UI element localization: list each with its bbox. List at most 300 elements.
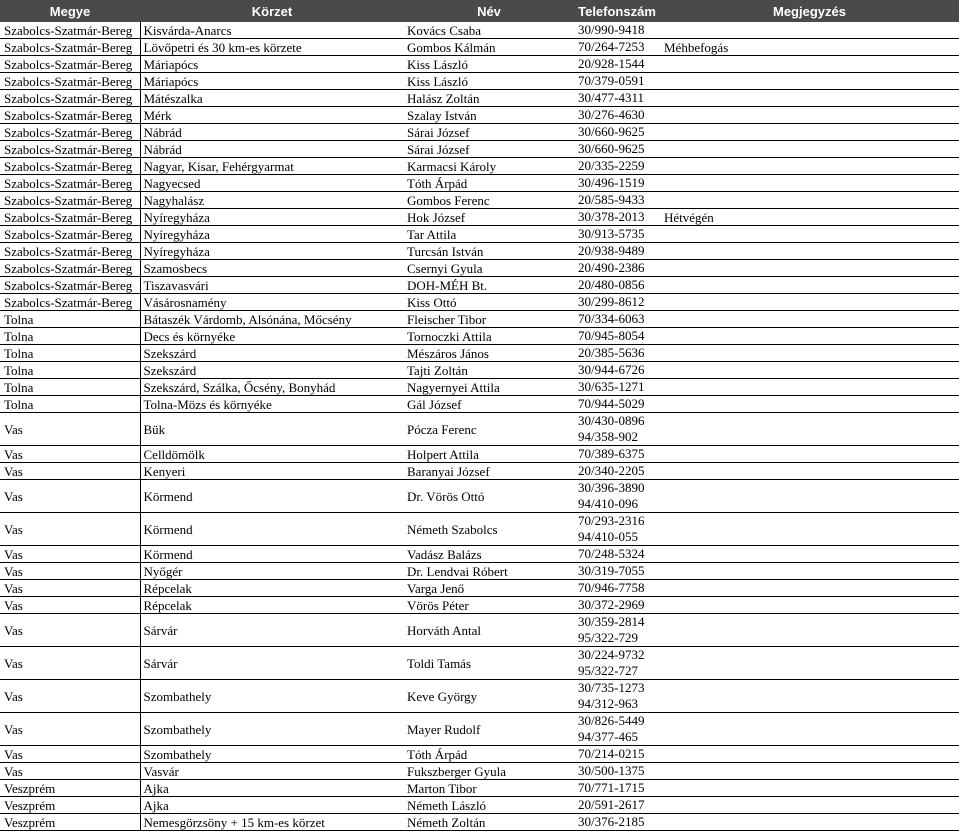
cell-megye: Vas bbox=[0, 563, 140, 580]
table-row bbox=[0, 413, 959, 446]
table-row bbox=[0, 780, 959, 797]
table-row bbox=[0, 713, 959, 746]
cell-korzet: Szombathely bbox=[140, 680, 404, 713]
cell-megye: Vas bbox=[0, 413, 140, 446]
cell-nev: Holpert Attila bbox=[404, 446, 574, 463]
cell-megjegyzes bbox=[660, 311, 959, 328]
cell-telefonszam bbox=[574, 480, 660, 513]
cell-nev: Szalay István bbox=[404, 107, 574, 124]
phone-number: 30/496-1519 bbox=[578, 175, 645, 190]
cell-telefonszam bbox=[574, 379, 660, 396]
cell-megye: Tolna bbox=[0, 311, 140, 328]
table-row bbox=[0, 463, 959, 480]
phone-number: 30/396-3890 bbox=[578, 480, 645, 495]
cell-korzet: Répcelak bbox=[140, 580, 404, 597]
header-row bbox=[0, 0, 959, 22]
cell-telefonszam bbox=[574, 277, 660, 294]
cell-megye: Vas bbox=[0, 463, 140, 480]
table-row bbox=[0, 277, 959, 294]
cell-telefonszam bbox=[574, 22, 660, 39]
cell-nev: Sárai József bbox=[404, 124, 574, 141]
cell-telefonszam bbox=[574, 345, 660, 362]
table-row bbox=[0, 107, 959, 124]
cell-telefonszam bbox=[574, 328, 660, 345]
cell-korzet: Nagyar, Kisar, Fehérgyarmat bbox=[140, 158, 404, 175]
cell-megjegyzes bbox=[660, 175, 959, 192]
cell-megjegyzes bbox=[660, 480, 959, 513]
cell-nev: Karmacsi Károly bbox=[404, 158, 574, 175]
phone-number: 20/591-2617 bbox=[578, 797, 645, 812]
cell-nev: Mayer Rudolf bbox=[404, 713, 574, 746]
cell-nev: Vörös Péter bbox=[404, 597, 574, 614]
cell-telefonszam bbox=[574, 90, 660, 107]
cell-korzet: Ajka bbox=[140, 797, 404, 814]
cell-korzet: Celldömölk bbox=[140, 446, 404, 463]
cell-telefonszam bbox=[574, 192, 660, 209]
cell-korzet: Körmend bbox=[140, 546, 404, 563]
cell-nev: Tornoczki Attila bbox=[404, 328, 574, 345]
phone-number: 30/990-9418 bbox=[578, 22, 645, 37]
table-row bbox=[0, 680, 959, 713]
phone-number: 70/214-0215 bbox=[578, 746, 645, 761]
table-row bbox=[0, 563, 959, 580]
cell-nev: Baranyai József bbox=[404, 463, 574, 480]
cell-nev: Fukszberger Gyula bbox=[404, 763, 574, 780]
cell-megjegyzes bbox=[660, 580, 959, 597]
cell-megjegyzes bbox=[660, 294, 959, 311]
phone-number: 30/276-4630 bbox=[578, 107, 645, 122]
cell-telefonszam bbox=[574, 647, 660, 680]
cell-megye: Vas bbox=[0, 546, 140, 563]
cell-nev: Tóth Árpád bbox=[404, 175, 574, 192]
cell-nev: Vadász Balázs bbox=[404, 546, 574, 563]
table-row bbox=[0, 328, 959, 345]
cell-telefonszam bbox=[574, 243, 660, 260]
cell-megjegyzes bbox=[660, 563, 959, 580]
table-row bbox=[0, 73, 959, 90]
cell-megye: Szabolcs-Szatmár-Bereg bbox=[0, 141, 140, 158]
cell-nev: Németh László bbox=[404, 797, 574, 814]
cell-telefonszam bbox=[574, 713, 660, 746]
cell-korzet: Körmend bbox=[140, 480, 404, 513]
phone-number: 94/312-963 bbox=[578, 696, 638, 711]
table-row bbox=[0, 209, 959, 226]
cell-telefonszam bbox=[574, 226, 660, 243]
cell-megjegyzes bbox=[660, 597, 959, 614]
cell-megjegyzes bbox=[660, 345, 959, 362]
phone-number: 20/490-2386 bbox=[578, 260, 645, 275]
cell-megye: Tolna bbox=[0, 379, 140, 396]
cell-korzet: Mérk bbox=[140, 107, 404, 124]
cell-megye: Szabolcs-Szatmár-Bereg bbox=[0, 90, 140, 107]
cell-korzet: Nyőgér bbox=[140, 563, 404, 580]
header-korzet: Körzet bbox=[140, 0, 404, 22]
cell-megjegyzes bbox=[660, 379, 959, 396]
phone-number: 30/660-9625 bbox=[578, 124, 645, 139]
table-row bbox=[0, 396, 959, 413]
cell-telefonszam bbox=[574, 580, 660, 597]
cell-korzet: Tiszavasvári bbox=[140, 277, 404, 294]
cell-telefonszam bbox=[574, 546, 660, 563]
cell-megye: Szabolcs-Szatmár-Bereg bbox=[0, 226, 140, 243]
phone-number: 20/480-0856 bbox=[578, 277, 645, 292]
phone-number: 30/319-7055 bbox=[578, 563, 645, 578]
cell-megye: Szabolcs-Szatmár-Bereg bbox=[0, 56, 140, 73]
cell-nev: Csernyi Gyula bbox=[404, 260, 574, 277]
cell-nev: DOH-MÉH Bt. bbox=[404, 277, 574, 294]
cell-megjegyzes bbox=[660, 243, 959, 260]
phone-number: 30/359-2814 bbox=[578, 614, 645, 629]
cell-korzet: Szekszárd bbox=[140, 362, 404, 379]
cell-nev: Turcsán István bbox=[404, 243, 574, 260]
header-nev: Név bbox=[404, 0, 574, 22]
cell-korzet: Mátészalka bbox=[140, 90, 404, 107]
cell-korzet: Szombathely bbox=[140, 746, 404, 763]
phone-number: 30/378-2013 bbox=[578, 209, 645, 224]
cell-megye: Szabolcs-Szatmár-Bereg bbox=[0, 22, 140, 39]
cell-megjegyzes bbox=[660, 56, 959, 73]
table-row bbox=[0, 763, 959, 780]
cell-megye: Tolna bbox=[0, 345, 140, 362]
cell-korzet: Máriapócs bbox=[140, 73, 404, 90]
phone-number: 70/379-0591 bbox=[578, 73, 645, 88]
cell-telefonszam bbox=[574, 597, 660, 614]
phone-number: 70/945-8054 bbox=[578, 328, 645, 343]
cell-telefonszam bbox=[574, 446, 660, 463]
cell-megye: Vas bbox=[0, 580, 140, 597]
cell-nev: Halász Zoltán bbox=[404, 90, 574, 107]
cell-megye: Tolna bbox=[0, 362, 140, 379]
cell-megjegyzes bbox=[660, 780, 959, 797]
cell-megjegyzes: Méhbefogás bbox=[660, 39, 959, 56]
cell-megjegyzes bbox=[660, 192, 959, 209]
cell-megye: Veszprém bbox=[0, 797, 140, 814]
cell-korzet: Nagyhalász bbox=[140, 192, 404, 209]
cell-megjegyzes bbox=[660, 328, 959, 345]
table-row bbox=[0, 90, 959, 107]
cell-telefonszam bbox=[574, 396, 660, 413]
cell-megye: Veszprém bbox=[0, 814, 140, 831]
cell-telefonszam bbox=[574, 763, 660, 780]
cell-nev: Tar Attila bbox=[404, 226, 574, 243]
cell-korzet: Tolna-Mözs és környéke bbox=[140, 396, 404, 413]
cell-megye: Szabolcs-Szatmár-Bereg bbox=[0, 175, 140, 192]
cell-korzet: Nemesgörzsöny + 15 km-es körzet bbox=[140, 814, 404, 831]
table-row bbox=[0, 513, 959, 546]
cell-telefonszam bbox=[574, 39, 660, 56]
header-megye: Megye bbox=[0, 0, 140, 22]
table-row bbox=[0, 746, 959, 763]
table-row bbox=[0, 175, 959, 192]
cell-megjegyzes bbox=[660, 446, 959, 463]
cell-megjegyzes bbox=[660, 680, 959, 713]
table-row bbox=[0, 814, 959, 831]
table-row bbox=[0, 311, 959, 328]
cell-nev: Sárai József bbox=[404, 141, 574, 158]
cell-megjegyzes bbox=[660, 746, 959, 763]
cell-megjegyzes bbox=[660, 713, 959, 746]
cell-megjegyzes bbox=[660, 814, 959, 831]
table-row bbox=[0, 647, 959, 680]
cell-megjegyzes bbox=[660, 141, 959, 158]
cell-korzet: Vásárosnamény bbox=[140, 294, 404, 311]
cell-nev: Varga Jenő bbox=[404, 580, 574, 597]
cell-megye: Szabolcs-Szatmár-Bereg bbox=[0, 73, 140, 90]
cell-telefonszam bbox=[574, 614, 660, 647]
cell-megye: Vas bbox=[0, 614, 140, 647]
phone-number: 94/410-096 bbox=[578, 496, 638, 511]
phone-number: 70/264-7253 bbox=[578, 39, 645, 54]
cell-korzet: Répcelak bbox=[140, 597, 404, 614]
header-megjegyzes: Megjegyzés bbox=[660, 0, 959, 22]
table-row bbox=[0, 56, 959, 73]
cell-korzet: Sárvár bbox=[140, 647, 404, 680]
cell-nev: Tóth Árpád bbox=[404, 746, 574, 763]
cell-telefonszam bbox=[574, 260, 660, 277]
cell-megye: Vas bbox=[0, 746, 140, 763]
cell-nev: Gombos Ferenc bbox=[404, 192, 574, 209]
phone-number: 95/322-729 bbox=[578, 630, 638, 645]
phone-number: 94/377-465 bbox=[578, 729, 638, 744]
table-row bbox=[0, 39, 959, 56]
table-row bbox=[0, 22, 959, 39]
cell-megjegyzes bbox=[660, 763, 959, 780]
header-telefonszam: Telefonszám bbox=[574, 0, 660, 22]
cell-megye: Vas bbox=[0, 480, 140, 513]
cell-megjegyzes bbox=[660, 226, 959, 243]
table-row bbox=[0, 158, 959, 175]
table-body bbox=[0, 22, 959, 831]
cell-nev: Keve György bbox=[404, 680, 574, 713]
cell-megye: Szabolcs-Szatmár-Bereg bbox=[0, 277, 140, 294]
phone-number: 30/224-9732 bbox=[578, 647, 645, 662]
cell-megye: Vas bbox=[0, 713, 140, 746]
cell-megjegyzes bbox=[660, 73, 959, 90]
cell-korzet: Ajka bbox=[140, 780, 404, 797]
cell-megjegyzes bbox=[660, 396, 959, 413]
cell-korzet: Kisvárda-Anarcs bbox=[140, 22, 404, 39]
phone-number: 20/585-9433 bbox=[578, 192, 645, 207]
phone-number: 30/635-1271 bbox=[578, 379, 645, 394]
phone-number: 20/335-2259 bbox=[578, 158, 645, 173]
cell-megye: Szabolcs-Szatmár-Bereg bbox=[0, 192, 140, 209]
phone-number: 30/372-2969 bbox=[578, 597, 645, 612]
cell-megjegyzes bbox=[660, 277, 959, 294]
table-row bbox=[0, 124, 959, 141]
phone-number: 20/938-9489 bbox=[578, 243, 645, 258]
cell-megjegyzes bbox=[660, 260, 959, 277]
phone-number: 20/340-2205 bbox=[578, 463, 645, 478]
cell-telefonszam bbox=[574, 362, 660, 379]
phone-number: 30/430-0896 bbox=[578, 413, 645, 428]
table-row bbox=[0, 614, 959, 647]
cell-megjegyzes bbox=[660, 362, 959, 379]
cell-korzet: Szekszárd bbox=[140, 345, 404, 362]
table-row bbox=[0, 294, 959, 311]
cell-megye: Vas bbox=[0, 763, 140, 780]
phone-number: 70/389-6375 bbox=[578, 446, 645, 461]
cell-megjegyzes bbox=[660, 546, 959, 563]
cell-megye: Szabolcs-Szatmár-Bereg bbox=[0, 260, 140, 277]
cell-korzet: Nyíregyháza bbox=[140, 226, 404, 243]
phone-number: 30/376-2185 bbox=[578, 814, 645, 829]
table-row bbox=[0, 362, 959, 379]
table-row bbox=[0, 580, 959, 597]
cell-megye: Szabolcs-Szatmár-Bereg bbox=[0, 39, 140, 56]
cell-korzet: Körmend bbox=[140, 513, 404, 546]
cell-megye: Szabolcs-Szatmár-Bereg bbox=[0, 158, 140, 175]
cell-telefonszam bbox=[574, 797, 660, 814]
cell-megjegyzes bbox=[660, 107, 959, 124]
cell-nev: Nagyernyei Attila bbox=[404, 379, 574, 396]
cell-korzet: Szekszárd, Szálka, Őcsény, Bonyhád bbox=[140, 379, 404, 396]
cell-megjegyzes bbox=[660, 124, 959, 141]
cell-telefonszam bbox=[574, 780, 660, 797]
cell-megye: Vas bbox=[0, 680, 140, 713]
cell-megjegyzes bbox=[660, 90, 959, 107]
cell-nev: Pócza Ferenc bbox=[404, 413, 574, 446]
cell-telefonszam bbox=[574, 413, 660, 446]
cell-megye: Szabolcs-Szatmár-Bereg bbox=[0, 107, 140, 124]
cell-nev: Marton Tibor bbox=[404, 780, 574, 797]
cell-korzet: Vasvár bbox=[140, 763, 404, 780]
cell-telefonszam bbox=[574, 746, 660, 763]
cell-nev: Kiss László bbox=[404, 73, 574, 90]
table-row bbox=[0, 345, 959, 362]
phone-number: 30/944-6726 bbox=[578, 362, 645, 377]
phone-number: 70/944-5029 bbox=[578, 396, 645, 411]
cell-nev: Tajti Zoltán bbox=[404, 362, 574, 379]
cell-megjegyzes bbox=[660, 513, 959, 546]
table-row bbox=[0, 446, 959, 463]
phone-number: 30/826-5449 bbox=[578, 713, 645, 728]
cell-megjegyzes bbox=[660, 463, 959, 480]
cell-telefonszam bbox=[574, 680, 660, 713]
phone-number: 70/293-2316 bbox=[578, 513, 645, 528]
phone-number: 30/299-8612 bbox=[578, 294, 645, 309]
table-row bbox=[0, 141, 959, 158]
phone-number: 70/334-6063 bbox=[578, 311, 645, 326]
cell-korzet: Lövőpetri és 30 km-es körzete bbox=[140, 39, 404, 56]
cell-megye: Szabolcs-Szatmár-Bereg bbox=[0, 294, 140, 311]
cell-korzet: Sárvár bbox=[140, 614, 404, 647]
cell-korzet: Bük bbox=[140, 413, 404, 446]
table-row bbox=[0, 379, 959, 396]
cell-megye: Vas bbox=[0, 597, 140, 614]
table-header bbox=[0, 0, 959, 22]
phone-number: 20/385-5636 bbox=[578, 345, 645, 360]
cell-telefonszam bbox=[574, 513, 660, 546]
cell-megjegyzes bbox=[660, 614, 959, 647]
cell-telefonszam bbox=[574, 563, 660, 580]
cell-nev: Toldi Tamás bbox=[404, 647, 574, 680]
phone-number: 30/735-1273 bbox=[578, 680, 645, 695]
table-row bbox=[0, 260, 959, 277]
cell-megye: Vas bbox=[0, 647, 140, 680]
cell-nev: Gombos Kálmán bbox=[404, 39, 574, 56]
phone-number: 30/660-9625 bbox=[578, 141, 645, 156]
cell-nev: Gál József bbox=[404, 396, 574, 413]
cell-megjegyzes bbox=[660, 797, 959, 814]
cell-korzet: Nyíregyháza bbox=[140, 209, 404, 226]
phone-number: 20/928-1544 bbox=[578, 56, 645, 71]
cell-megye: Tolna bbox=[0, 328, 140, 345]
cell-megjegyzes bbox=[660, 647, 959, 680]
cell-korzet: Nagyecsed bbox=[140, 175, 404, 192]
cell-nev: Kovács Csaba bbox=[404, 22, 574, 39]
table-row bbox=[0, 226, 959, 243]
cell-telefonszam bbox=[574, 73, 660, 90]
cell-korzet: Nyíregyháza bbox=[140, 243, 404, 260]
cell-megjegyzes bbox=[660, 413, 959, 446]
table-row bbox=[0, 192, 959, 209]
cell-telefonszam bbox=[574, 463, 660, 480]
phone-number: 94/358-902 bbox=[578, 429, 638, 444]
cell-megjegyzes bbox=[660, 158, 959, 175]
cell-nev: Hok József bbox=[404, 209, 574, 226]
cell-telefonszam bbox=[574, 107, 660, 124]
cell-telefonszam bbox=[574, 56, 660, 73]
cell-megye: Szabolcs-Szatmár-Bereg bbox=[0, 124, 140, 141]
cell-telefonszam bbox=[574, 175, 660, 192]
cell-nev: Dr. Lendvai Róbert bbox=[404, 563, 574, 580]
cell-megye: Veszprém bbox=[0, 780, 140, 797]
cell-megye: Tolna bbox=[0, 396, 140, 413]
cell-telefonszam bbox=[574, 311, 660, 328]
cell-korzet: Nábrád bbox=[140, 124, 404, 141]
cell-nev: Németh Szabolcs bbox=[404, 513, 574, 546]
phone-number: 95/322-727 bbox=[578, 663, 638, 678]
phone-number: 70/946-7758 bbox=[578, 580, 645, 595]
cell-megjegyzes: Hétvégén bbox=[660, 209, 959, 226]
table-row bbox=[0, 480, 959, 513]
phone-number: 30/477-4311 bbox=[578, 90, 644, 105]
cell-korzet: Decs és környéke bbox=[140, 328, 404, 345]
cell-megjegyzes bbox=[660, 22, 959, 39]
cell-korzet: Máriapócs bbox=[140, 56, 404, 73]
table-row bbox=[0, 597, 959, 614]
cell-telefonszam bbox=[574, 209, 660, 226]
cell-megye: Szabolcs-Szatmár-Bereg bbox=[0, 243, 140, 260]
phone-number: 70/248-5324 bbox=[578, 546, 645, 561]
phone-number: 30/913-5735 bbox=[578, 226, 645, 241]
phone-number: 70/771-1715 bbox=[578, 780, 645, 795]
cell-korzet: Kenyeri bbox=[140, 463, 404, 480]
cell-telefonszam bbox=[574, 158, 660, 175]
cell-megye: Vas bbox=[0, 446, 140, 463]
cell-megye: Vas bbox=[0, 513, 140, 546]
cell-telefonszam bbox=[574, 141, 660, 158]
cell-nev: Dr. Vörös Ottó bbox=[404, 480, 574, 513]
cell-korzet: Bátaszék Várdomb, Alsónána, Mőcsény bbox=[140, 311, 404, 328]
cell-telefonszam bbox=[574, 124, 660, 141]
cell-nev: Kiss László bbox=[404, 56, 574, 73]
cell-megye: Szabolcs-Szatmár-Bereg bbox=[0, 209, 140, 226]
cell-nev: Mészáros János bbox=[404, 345, 574, 362]
cell-nev: Fleischer Tibor bbox=[404, 311, 574, 328]
cell-korzet: Szamosbecs bbox=[140, 260, 404, 277]
phone-number: 30/500-1375 bbox=[578, 763, 645, 778]
table-row bbox=[0, 243, 959, 260]
cell-nev: Kiss Ottó bbox=[404, 294, 574, 311]
cell-korzet: Nábrád bbox=[140, 141, 404, 158]
phone-number: 94/410-055 bbox=[578, 529, 638, 544]
table-row bbox=[0, 546, 959, 563]
cell-korzet: Szombathely bbox=[140, 713, 404, 746]
cell-telefonszam bbox=[574, 294, 660, 311]
cell-nev: Horváth Antal bbox=[404, 614, 574, 647]
table-row bbox=[0, 797, 959, 814]
